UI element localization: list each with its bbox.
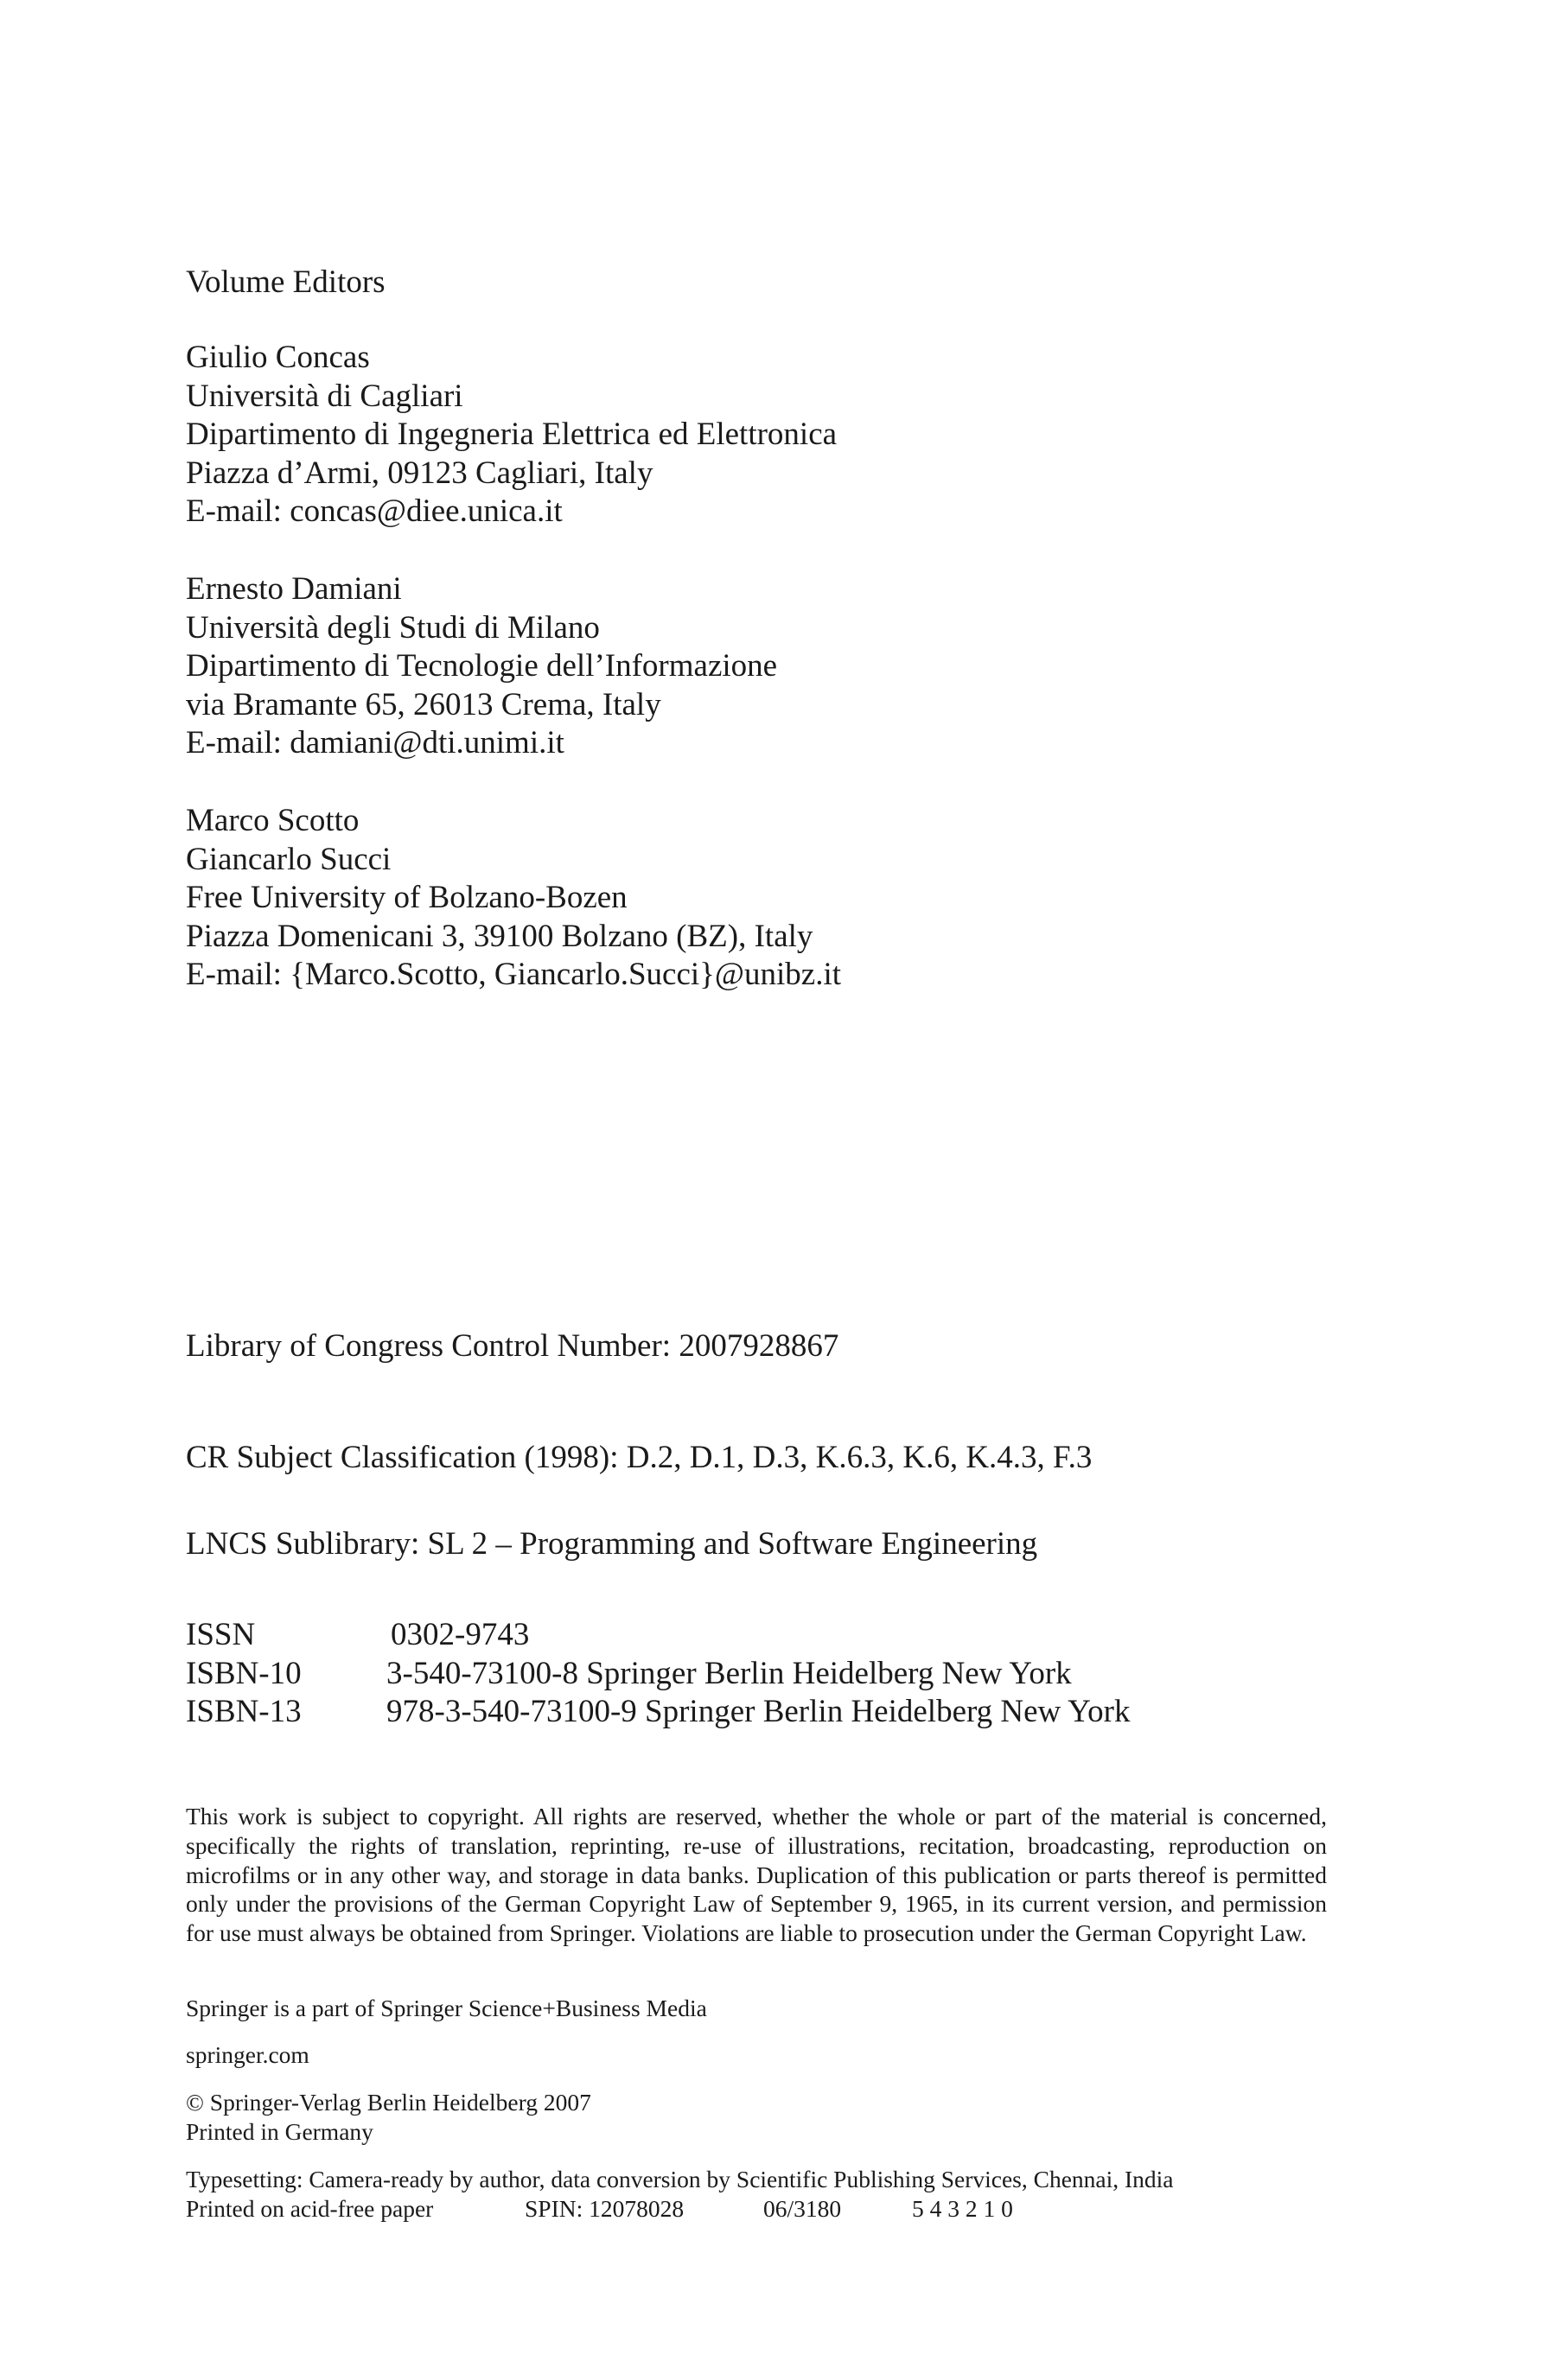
volume-editors-heading — [186, 264, 386, 302]
lccn-text: Library of Congress Control Number: 2007928867 — [186, 1328, 839, 1364]
copyright-line: © Springer-Verlag Berlin Heidelberg 2007 — [186, 2089, 591, 2116]
typesetting-text: Typesetting: Camera-ready by author, data conversion by Scientific Publishing Services, Chennai, India — [186, 2166, 1174, 2192]
springer-url-text: springer.com — [186, 2041, 309, 2068]
issn-label: ISSN — [186, 1617, 256, 1652]
editor-address: via Bramante 65, 26013 Crema, Italy — [186, 686, 661, 722]
editor-block-scotto-succi — [186, 802, 841, 995]
typesetting-line — [186, 2165, 1174, 2194]
acid-free-paper-text: Printed on acid-free paper — [186, 2195, 434, 2222]
springer-url-line — [186, 2040, 309, 2070]
cr-classification-text: CR Subject Classification (1998): D.2, D.1, D.3, K.6.3, K.6, K.4.3, F.3 — [186, 1440, 1093, 1475]
editor-email: E-mail: {Marco.Scotto, Giancarlo.Succi}@unibz.it — [186, 957, 842, 992]
isbn10-label: ISBN-10 — [186, 1655, 302, 1691]
lncs-sublibrary-text: LNCS Sublibrary: SL 2 – Programming and Software Engineering — [186, 1526, 1038, 1562]
editor-block-concas — [186, 339, 837, 531]
issn-value: 0302-9743 — [391, 1617, 530, 1652]
lncs-sublibrary-line — [186, 1525, 1037, 1564]
isbn13-value: 978-3-540-73100-9 Springer Berlin Heidelberg New York — [386, 1694, 1131, 1729]
lccn-line — [186, 1327, 838, 1366]
editor-university: Università di Cagliari — [186, 378, 463, 414]
editor-name: Giulio Concas — [186, 340, 370, 375]
cr-classification-line — [186, 1439, 1092, 1478]
editor-department: Dipartimento di Tecnologie dell’Informazione — [186, 648, 778, 684]
heading-text: Volume Editors — [186, 264, 386, 300]
editor-block-damiani — [186, 570, 777, 763]
editor-address: Piazza Domenicani 3, 39100 Bolzano (BZ), Italy — [186, 918, 813, 954]
print-code: 06/3180 — [763, 2195, 842, 2222]
print-run-numbers: 5 4 3 2 1 0 — [912, 2195, 1013, 2222]
editor-address: Piazza d’Armi, 09123 Cagliari, Italy — [186, 455, 653, 491]
isbn13-label: ISBN-13 — [186, 1694, 302, 1729]
editor-email: E-mail: damiani@dti.unimi.it — [186, 725, 564, 760]
editor-department: Dipartimento di Ingegneria Elettrica ed Elettronica — [186, 417, 838, 452]
editor-email: E-mail: concas@diee.unica.it — [186, 493, 563, 529]
printed-in-line: Printed in Germany — [186, 2117, 373, 2145]
editor-name: Giancarlo Succi — [186, 841, 392, 877]
editor-name: Marco Scotto — [186, 803, 360, 838]
editor-university: Free University of Bolzano-Bozen — [186, 880, 628, 915]
springer-part-text: Springer is a part of Springer Science+Business Media — [186, 1995, 707, 2021]
editor-name: Ernesto Damiani — [186, 571, 402, 607]
spin-number: SPIN: 12078028 — [525, 2195, 685, 2222]
isbn10-value: 3-540-73100-8 Springer Berlin Heidelberg New York — [386, 1655, 1072, 1691]
copyright-notice: This work is subject to copyright. All rights are reserved, whether the whole or part of the material is concerned, specifically the rights of translation, reprinting, re-use of illustrations, recitation, broadcasting, reproduction on microfilms or in any other way, and storage in data banks. Duplication of this publication or parts thereof is permitted only under the provisions of the German Copyright Law of September 9, 1965, in its current version, and permission for use must always be obtained from Springer. Violations are liable to prosecution under the German Copyright Law. — [186, 1803, 1327, 1947]
copyright-block — [186, 2088, 591, 2147]
springer-part-line — [186, 1994, 707, 2023]
editor-university: Università degli Studi di Milano — [186, 609, 600, 646]
